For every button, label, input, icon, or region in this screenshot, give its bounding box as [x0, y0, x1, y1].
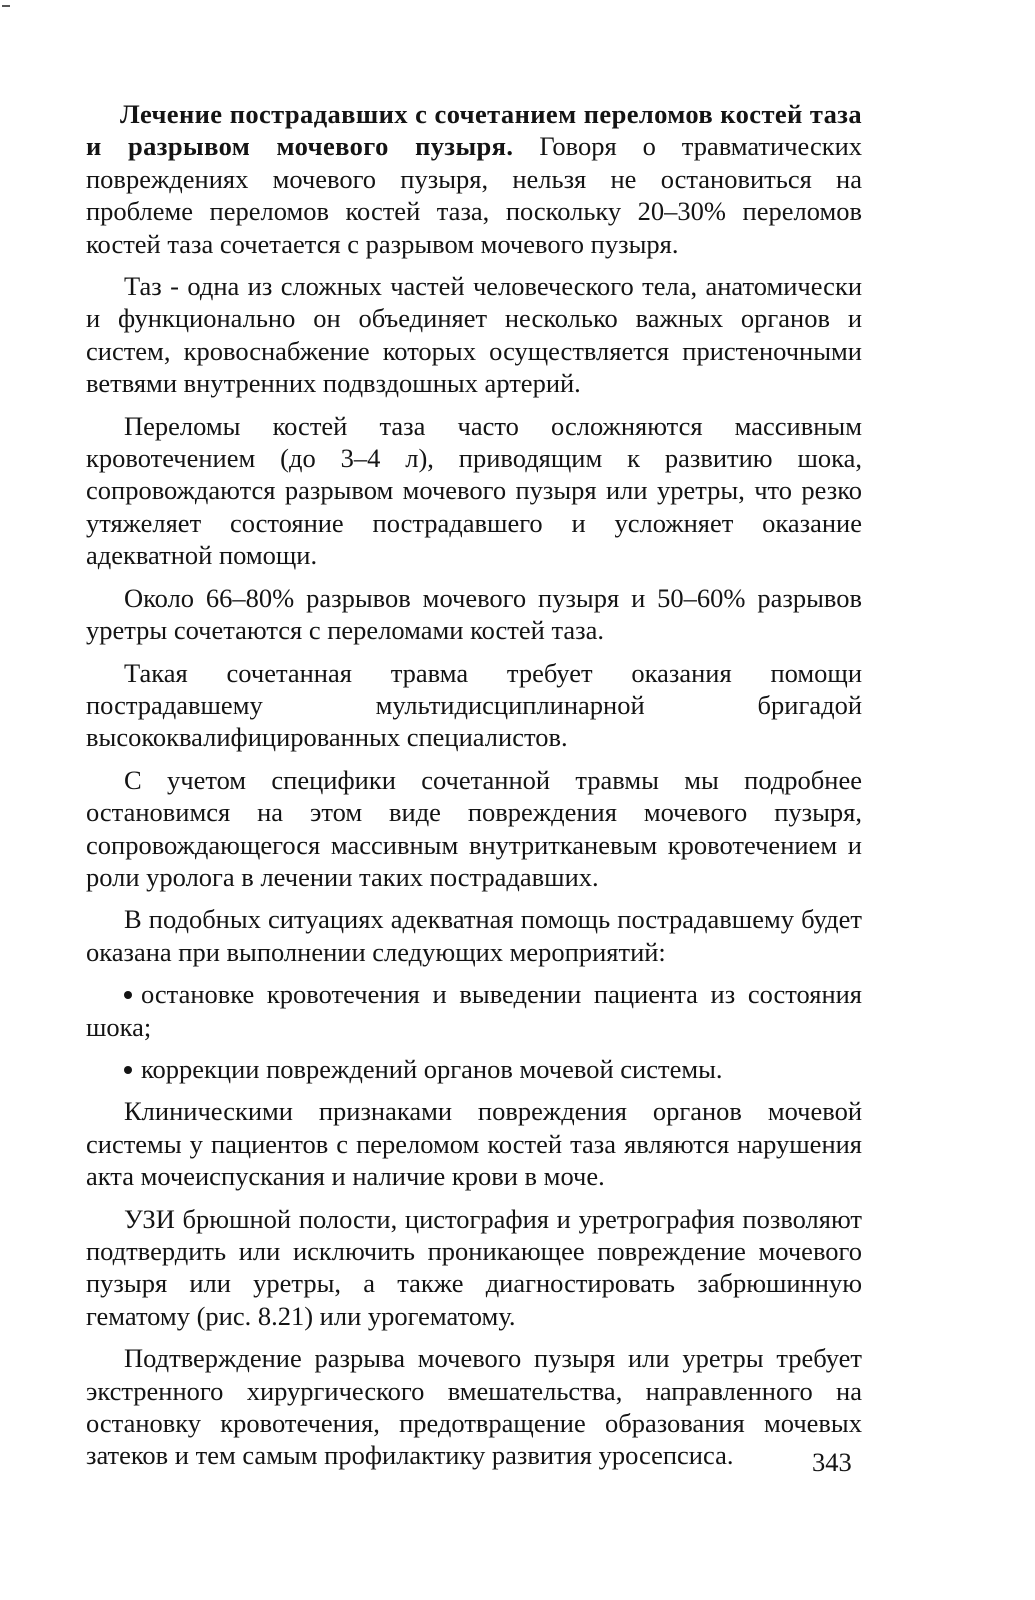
page-number: 343 — [812, 1447, 852, 1477]
list-item — [86, 978, 862, 1043]
paragraph-statistics: Около 66–80% разрывов мочевого пузыря и 50–60% разрывов уретры сочетаются с переломами костей таза. — [86, 582, 862, 646]
paragraph-intro-text: Говоря о травматических повреждениях мочевого пузыря, нельзя не остановиться на проблеме переломов костей таза, поскольку 20–30% переломов костей таза сочетается с разрывом мочевого пузыря. — [86, 131, 863, 259]
bullet-icon — [124, 1066, 132, 1074]
paragraph-clinical-signs: Клиническими признаками повреждения органов мочевой системы у пациентов с переломом костей таза являются нарушения акта мочеиспускания и наличие крови в моче. — [86, 1096, 862, 1192]
paragraph-diagnostics: УЗИ брюшной полости, цистография и уретрография позволяют подтвердить или исключить проникающее повреждение мочевого пузыря или уретры, а также диагностировать забрюшинную гематому (рис. 8.21) или урогематому. — [86, 1203, 862, 1331]
page-body — [86, 98, 862, 1482]
bullet-text: остановке кровотечения и выведении пациента из состояния шока; — [86, 979, 862, 1042]
list-item — [86, 1053, 862, 1085]
paragraph-pelvis-anatomy: Таз - одна из сложных частей человеческого тела, анатомически и функционально он объединяет несколько важных органов и систем, кровоснабжение которых осуществляется пристеночными ветвями внутренних подвздошных артерий. — [86, 271, 862, 399]
paragraph-fracture-complications: Переломы костей таза часто осложняются массивным кровотечением (до 3–4 л), приводящим к развитию шока, сопровождаются разрывом мочевого пузыря или уретры, что резко утяжеляет состояние пострадавшего и усложняет оказание адекватной помощи. — [86, 410, 862, 571]
paragraph-measures-intro: В подобных ситуациях адекватная помощь пострадавшему будет оказана при выполнении следующих мероприятий: — [86, 904, 862, 967]
paragraph-team-care: Такая сочетанная травма требует оказания помощи пострадавшему мультидисциплинарной бригадой высококвалифицированных специалистов. — [86, 657, 862, 753]
bullet-icon — [124, 991, 132, 999]
section-heading-run: Лечение пострадавших с сочетанием переломов костей таза и разрывом мочевого пузыря. — [86, 99, 862, 162]
paragraph-surgery: Подтверждение разрыва мочевого пузыря или уретры требует экстренного хирургического вмешательства, направленного на остановку кровотечения, предотвращение образования мочевых затеков и тем самым профилактику развития уросепсиса. — [86, 1343, 862, 1471]
scan-corner-mark — [2, 5, 10, 7]
paragraph-intro — [86, 98, 862, 260]
paragraph-specifics: С учетом специфики сочетанной травмы мы подробнее остановимся на этом виде повреждения мочевого пузыря, сопровождающегося массивным внутритканевым кровотечением и роли уролога в лечении таких пострадавших. — [86, 764, 862, 892]
bullet-text: коррекции повреждений органов мочевой системы. — [141, 1053, 723, 1084]
